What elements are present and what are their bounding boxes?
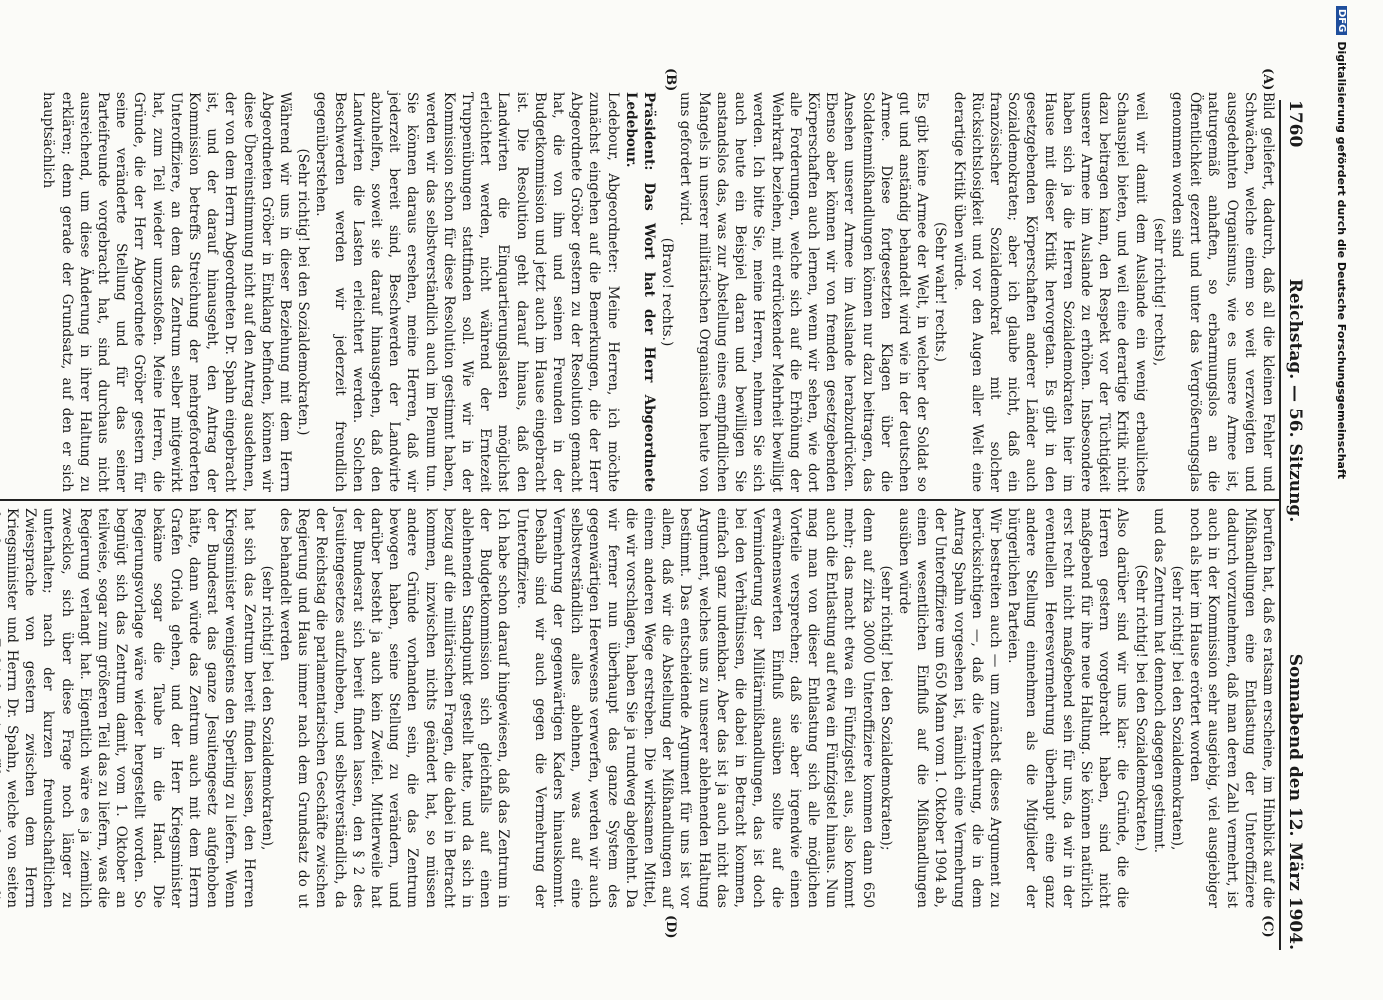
paragraph: Wir bestreiten auch — um zunächst dieses Argument zu berücksichtigen —, daß die Vermehrung, die in dem Antrag Spahn vorgesehen ist, nämlich eine Vermehrung der Unteroffiziere um 650 Mann vom 1. Oktober 1904 ab, einen wesentlichen Einfluß auf die Mißhandlungen ausüben würde	[895, 508, 1003, 908]
right-text-column	[0, 508, 1277, 908]
margin-mark-b: (B)	[663, 68, 678, 92]
interjection: (Sehr richtig! bei den Sozialdemokraten.)	[295, 148, 312, 436]
paragraph: berufen hat, daß es ratsam erscheine, im Hinblick auf die Mißhandlungen eine Entlastung der Unteroffiziere dadurch vorzunehmen, daß man deren Zahl vermehrt, ist auch in der Kommission sehr ausgiebig, viel ausgiebiger noch als hier im Hause erörtert worden	[1187, 508, 1276, 908]
left-text-column	[39, 92, 1277, 492]
page-header	[1279, 100, 1321, 950]
interjection: (sehr richtig! bei den Sozialdemokraten),	[258, 565, 275, 851]
margin-mark-d: (D)	[663, 915, 678, 939]
margin-mark-a: (A)	[1260, 68, 1275, 91]
paragraph: Ledebour, Abgeordneter: Meine Herren, ich möchte zunächst eingehen auf die Bemerkungen, die der Herr Abgeordnete Gröber gestern zu der Resolution gemacht hat, die von ihm und seinen Freunden in der Budgetkommission und jetzt auch im Hause eingebracht ist. Die Resolution geht darauf hinaus, daß den Landwirten die Einquartierungslasten möglichst erleichtert werden, nicht während der Erntezeit Truppenübungen stattfinden soll. Wie wir in der Kommission schon für diese Resolution gestimmt haben, werden wir das selbstverständlich auch im Plenum tun. Sie können daraus ersehen, meine Herren, daß wir jederzeit bereit sind, Beschwerden der Landwirte abzuhelfen, soweit sie darauf hinausgehen, daß den Landwirten die Lasten erleichtert werden. Solchen Beschwerden werden wir jederzeit freundlich gegenüberstehen.	[313, 92, 621, 492]
session-title: Reichstag. — 56. Sitzung.	[1285, 278, 1305, 523]
dfg-logo: DFG	[1337, 6, 1348, 35]
paragraph: Ich habe schon darauf hingewiesen, daß das Zentrum in der Budgetkommission sich gleichfalls auf einen ablehnenden Standpunkt gestellt hatte, und da sich in bezug auf die militärischen Fragen, die dabei in Betracht kommen, inzwischen nichts geändert hat, so müssen andere Gründe vorhanden sein, die das Zentrum bewogen haben, seine Stellung zu verändern, und darüber besteht ja auch kein Zweifel. Mittlerweile hat der Bundesrat sich bereit finden lassen, den § 2 des Jesuitengesetzes aufzuheben, und selbstverständlich, da der Reichstag die parlamentarischen Geschäfte zwischen Regierung und Haus immer nach dem Grundsatz do ut des behandelt werden	[277, 508, 512, 908]
paragraph: hat sich das Zentrum bereit finden lassen, den Herren Kriegsminister wenigstens den Sperling zu liefern. Wenn der Bundesrat das ganze Jesuitengesetz aufgehoben hätte, dann würde das Zentrum auch mit dem Herrn Grafen Oriola gehen, und der Herr Kriegsminister bekäme sogar die Taube in die Hand. Die Regierungsvorlage wäre wieder hergestellt worden. So begnügt sich das Zentrum damit, vom 1. Oktober an teilweise, sogar zum größeren Teil das zu liefern, was die Regierung verlangt hat. Eigentlich wäre es ja ziemlich zwecklos, sich über diese Frage noch länger zu unterhalten; nach der kurzen freundschaftlichen Zwiesprache von gestern zwischen dem Herrn Kriegsminister und Herrn Dr. Spahn, welche von seiten	[3, 508, 257, 908]
paragraph: denn auf zirka 30000 Unteroffiziere kommen dann 650 mehr; das macht etwa ein Fünfzigstel aus, also kommt auch die Entlastung auf etwa ein Fünfzigstel hinaus. Nun mag man von dieser Entlastung sich alle möglichen Vorteile versprechen; daß sie aber irgendwie einen erwähnenswerten Einfluß ausüben sollte auf die Verminderung der Militärmißhandlungen, das ist doch bei den Verhältnissen, die dabei in Betracht kommen, einfach ganz undenkbar. Aber das ist ja auch nicht das Argument, welches uns zu unserer ablehnenden Haltung bestimmt. Das entscheidende Argument für uns ist vor allem, daß wir die Abstellung der Mißhandlungen auf einem anderen Wege erstreben. Die wirksamen Mittel, die wir vorschlagen, haben Sie ja rundweg abgelehnt. Da wir ferner nun überhaupt das ganze System des gegenwärtigen Heerwesens verwerfen, werden wir auch selbstverständlich alles ablehnen, was auf eine Vermehrung der gegenwärtigen Kaders hinauskommt. Deshalb sind wir auch gegen die Vermehrung der Unteroffiziere.	[513, 508, 876, 908]
interjection: (sehr richtig! bei den Sozialdemokraten),	[1168, 565, 1185, 851]
speaker-line: Präsident: Das Wort hat der Herr Abgeordnete Ledebour.	[622, 92, 658, 492]
margin-mark-c: (C)	[1260, 915, 1275, 938]
interjection: (Sehr wahr! rechts.)	[932, 222, 949, 362]
paragraph: Also darüber sind wir uns klar: die Gründe, die die Herren gestern vorgebracht haben, sind nicht maßgebend für ihre neue Haltung. Sie können natürlich erst recht nicht maßgebend sein für uns, da wir in der eventuellen Heeresvermehrung überhaupt eine ganz andere Stellung einnehmen als die Mitglieder der bürgerlichen Parteien.	[1005, 508, 1131, 908]
digitization-credit	[1334, 6, 1350, 1006]
paragraph: und das Zentrum hat dennoch dagegen gestimmt.	[1150, 508, 1167, 854]
session-date: Sonnabend den 12. März 1904.	[1285, 653, 1305, 950]
page-number: 1760	[1285, 100, 1305, 148]
interjection: (Bravo! rechts.)	[659, 237, 676, 347]
paragraph: Bild geliefert, dadurch, daß all die kleinen Fehler und Schwächen, welche einem so weit verzweigten und ausgedehnten Organismus, wie es unsere Armee ist, naturgemäß anhaften, so erbarmungslos an die Öffentlichkeit gezerrt und unter das Vergrößerungsglas genommen worden sind	[1168, 92, 1276, 492]
interjection: (sehr richtig! rechts),	[1150, 217, 1167, 367]
credit-text: Digitalisierung gefördert durch die Deutsche Forschungsgemeinschaft	[1335, 41, 1349, 480]
interjection: (sehr richtig! bei den Sozialdemokraten);	[877, 565, 894, 851]
paragraph: Es gibt keine Armee der Welt, in welcher der Soldat so gut und anständig behandelt wird wie in der deutschen Armee. Diese fortgesetzten Klagen über die Soldatenmißhandlungen können nur dazu beitragen, das Ansehen unserer Armee im Auslande herabzudrücken. Ebenso aber können wir von fremden gesetzgebenden Körperschaften auch lernen, wenn wir sehen, wie dort alle Forderungen, welche sich auf die Erhöhung der Wehrkraft beziehen, mit erdrückender Mehrheit bewilligt werden. Ich bitte Sie, meine Herren, nehmen Sie sich auch heute ein Beispiel daran und bewilligen Sie anstandslos das, was zur Abstellung eines empfindlichen Mangels in unserer militärischen Organisation heute von uns gefordert wird.	[677, 92, 931, 492]
interjection: (Sehr richtig! bei den Sozialdemokraten.)	[1132, 564, 1149, 852]
column-divider	[0, 499, 1279, 501]
paragraph: weil wir damit dem Auslande ein wenig erbauliches Schauspiel bieten, und weil eine derartige Kritik nicht dazu beitragen kann, den Respekt vor der Tüchtigkeit unserer Armee im Auslande zu erhöhen. Insbesondere haben sich ja die Herren Sozialdemokraten hier im Hause mit dieser Kritik hervorgetan. Es gibt in den gesetzgebenden Körperschaften anderer Länder auch Sozialdemokraten; aber ich glaube nicht, daß ein französischer Sozialdemokrat mit solcher Rücksichtslosigkeit und vor den Augen aller Welt eine derartige Kritik üben würde.	[950, 92, 1149, 492]
paragraph: Während wir uns in dieser Beziehung mit dem Herrn Abgeordneten Gröber in Einklang befinden, können wir diese Übereinstimmung nicht auf den Antrag ausdehnen, der von dem Herrn Abgeordneten Dr. Spahn eingebracht ist, und der darauf hinausgeht, den Antrag der Kommission betreffs Streichung der mehrgeforderten Unteroffiziere, an dem das Zentrum selber mitgewirkt hat, zum Teil wieder umzustoßen. Meine Herren, die Gründe, die der Herr Abgeordnete Gröber gestern für seine veränderte Stellung und für das seiner Parteifreunde vorgebracht hat, sind durchaus nicht ausreichend, um diese Änderung in ihrer Haltung zu erklären; denn gerade der Grundsatz, auf den er sich hauptsächlich	[40, 92, 294, 492]
